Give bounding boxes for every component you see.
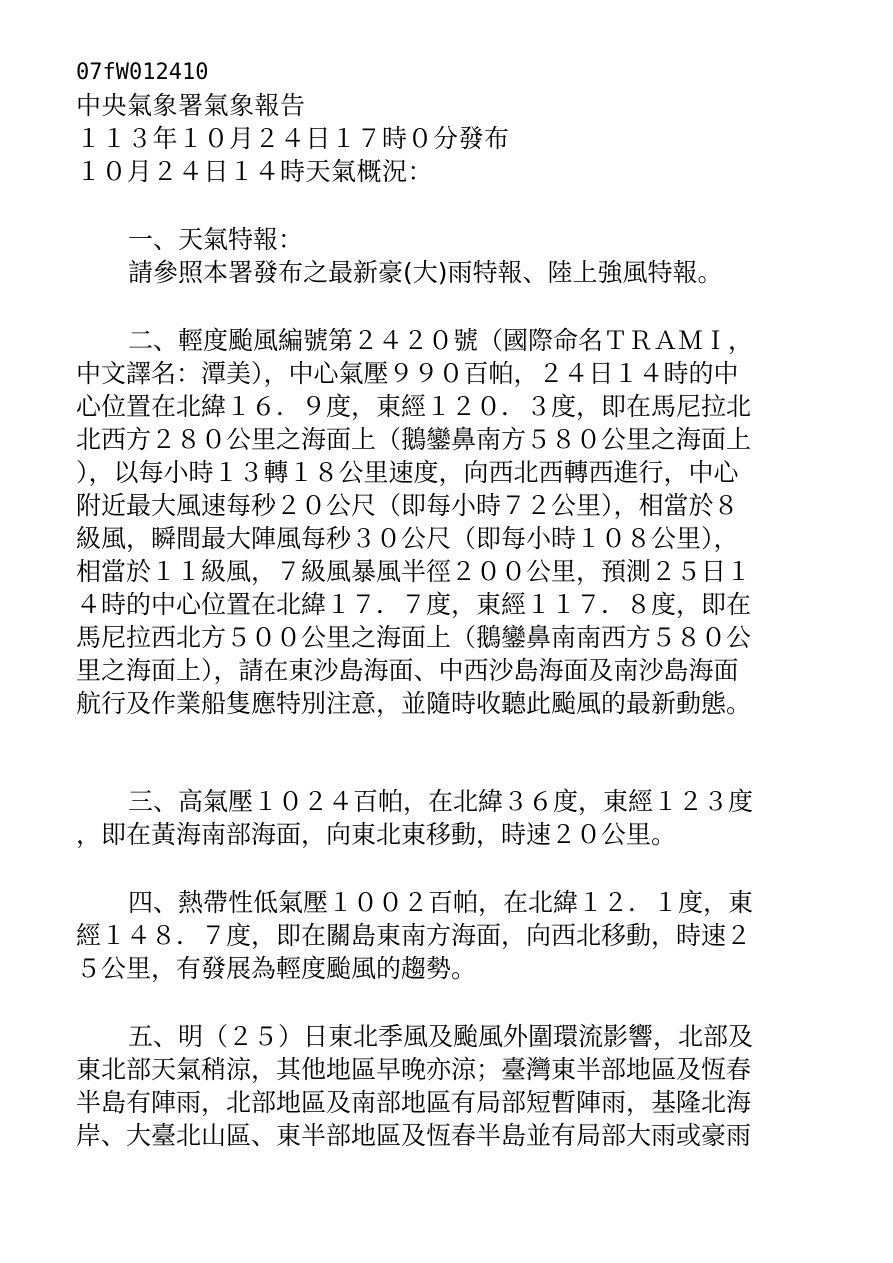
paragraph-line: 航行及作業船隻應特別注意，並隨時收聽此颱風的最新動態。 [76,689,752,718]
section-forecast [76,1020,816,1152]
section-heading: 一、天氣特報： [128,225,304,254]
paragraph-line: 二、輕度颱風編號第２４２０號（國際命名ＴＲＡＭＩ， [128,326,754,355]
paragraph-line: ４時的中心位置在北緯１７．７度，東經１１７．８度，即在 [76,590,752,619]
section-typhoon [76,324,816,720]
report-code: 07fW012410 [76,60,209,85]
section-special-warning [76,223,816,289]
paragraph-line: ，即在黃海南部海面，向東北東移動，時速２０公里。 [76,820,677,849]
issue-time: １１３年１０月２４日１７時０分發布 [76,124,510,153]
paragraph-line: 請參照本署發布之最新豪(大)雨特報、陸上強風特報。 [128,258,723,287]
paragraph-line: 馬尼拉西北方５００公里之海面上（鵝鑾鼻南南西方５８０公 [76,623,752,652]
summary-time: １０月２４日１４時天氣概況： [76,157,434,186]
paragraph-line: ５公里，有發展為輕度颱風的趨勢。 [76,954,477,983]
paragraph-line: 岸、大臺北山區、東半部地區及恆春半島並有局部大雨或豪雨 [76,1121,752,1150]
paragraph-line: 級風，瞬間最大陣風每秒３０公尺（即每小時１０８公里）， [76,524,739,553]
paragraph-line: ），以每小時１３轉１８公里速度，向西北西轉西進行，中心 [76,458,739,487]
paragraph-line: 三、高氣壓１０２４百帕，在北緯３６度，東經１２３度 [128,787,754,816]
paragraph-line: 經１４８．７度，即在關島東南方海面，向西北移動，時速２ [76,921,752,950]
agency-title: 中央氣象署氣象報告 [76,91,306,120]
paragraph-line: 四、熱帶性低氣壓１００２百帕，在北緯１２．１度，東 [128,888,754,917]
paragraph-line: 東北部天氣稍涼，其他地區早晚亦涼；臺灣東半部地區及恆春 [76,1055,752,1084]
paragraph-line: 心位置在北緯１６．９度，東經１２０．３度，即在馬尼拉北 [76,392,752,421]
section-high-pressure [76,785,816,851]
paragraph-line: 附近最大風速每秒２０公尺（即每小時７２公里），相當於８ [76,491,739,520]
paragraph-line: 半島有陣雨，北部地區及南部地區有局部短暫陣雨，基隆北海 [76,1088,752,1117]
paragraph-line: 中文譯名：潭美），中心氣壓９９０百帕，２４日１４時的中 [76,359,739,388]
section-tropical-depression [76,886,816,985]
paragraph-line: 五、明（２５）日東北季風及颱風外圍環流影響，北部及 [128,1022,754,1051]
paragraph-line: 相當於１１級風，７級風暴風半徑２００公里，預測２５日１ [76,557,752,586]
paragraph-line: 北西方２８０公里之海面上（鵝鑾鼻南方５８０公里之海面上 [76,425,752,454]
paragraph-line: 里之海面上），請在東沙島海面、中西沙島海面及南沙島海面 [76,656,739,685]
weather-report-document [76,56,816,1152]
